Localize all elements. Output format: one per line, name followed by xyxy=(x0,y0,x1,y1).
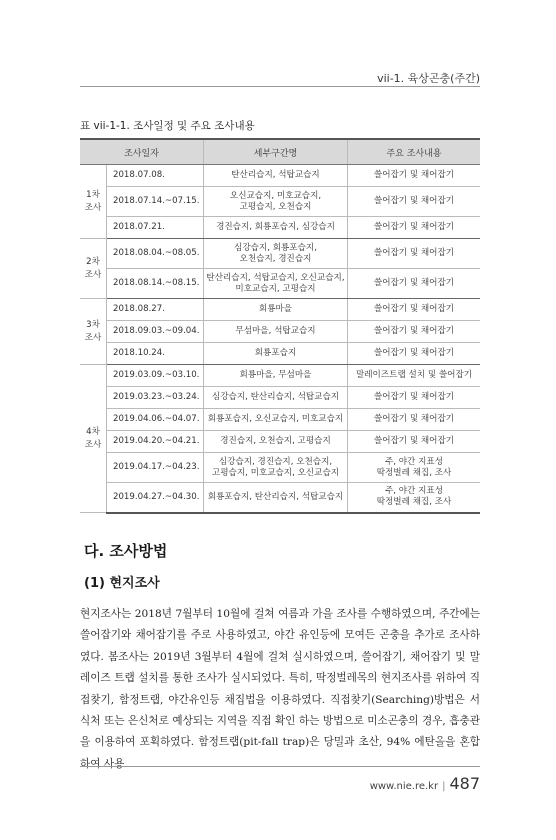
header-date: 조사일자 xyxy=(80,139,204,165)
content-cell: 쓸어잡기 및 채어잡기 xyxy=(348,321,481,343)
section-cell: 탄산리습지, 석탑교습지 xyxy=(204,165,348,187)
header-title: vii-1. 육상곤충(주간) xyxy=(377,72,480,85)
content-cell: 쓸어잡기 및 채어잡기 xyxy=(348,217,481,239)
content-cell: 쓸어잡기 및 채어잡기 xyxy=(348,239,481,269)
date-cell: 2019.04.06.~04.07. xyxy=(107,409,204,431)
body-paragraph: 현지조사는 2018년 7월부터 10월에 걸쳐 여름과 가을 조사를 수행하였으며, 주간에는 쓸어잡기와 채어잡기를 주로 사용하였고, 야간 유인등에 모여든 곤충을 추가로 조사하였다. 봄조사는 2019년 3월부터 4월에 걸쳐 실시하였으며, 쓸어잡기, 채어잡기 및 말레이즈 트랩 설치를 통한 조사가 실시되었다. 특히, 딱정벌레목의 현지조사를 위하여 직접찾기, 함정트랩, 야간유인등 채집법을 이용하였다. 직접찾기(Searching)방법은 서식처 또는 은신처로 예상되는 지역을 직접 확인 하는 방법으로 미소곤충의 경우, 흡충관을 이용하여 포획하였다. 함정트랩(pit-fall trap)은 당밀과 초산, 94% 에탄올을 혼합하여 사용 xyxy=(80,608,480,770)
footer xyxy=(370,774,480,793)
table-row xyxy=(80,453,480,483)
content-cell: 쓸어잡기 및 채어잡기 xyxy=(348,409,481,431)
date-cell: 2018.10.24. xyxy=(107,343,204,365)
date-cell: 2018.07.08. xyxy=(107,165,204,187)
date-cell: 2018.09.03.~09.04. xyxy=(107,321,204,343)
date-cell: 2018.07.21. xyxy=(107,217,204,239)
survey-round-label: 2차 조사 xyxy=(80,239,107,299)
table-row xyxy=(80,217,480,239)
section-cell: 심강습지, 회룡포습지, 오천습지, 경진습지 xyxy=(204,239,348,269)
section-cell: 심강습지, 탄산리습지, 석탑교습지 xyxy=(204,387,348,409)
content-cell: 말레이즈트랩 설치 및 쓸어잡기 xyxy=(348,365,481,387)
table-row xyxy=(80,387,480,409)
content-cell: 쓸어잡기 및 채어잡기 xyxy=(348,343,481,365)
section-cell: 탄산리습지, 석탑교습지, 오신교습지, 미호교습지, 고평습지 xyxy=(204,269,348,299)
survey-round-label: 4차 조사 xyxy=(80,365,107,513)
header-section: 세부구간명 xyxy=(204,139,348,165)
table-row xyxy=(80,343,480,365)
section-cell: 회룡마을 xyxy=(204,299,348,321)
date-cell: 2019.03.23.~03.24. xyxy=(107,387,204,409)
section-cell: 회룡마을, 무섬마을 xyxy=(204,365,348,387)
footer-site: www.nie.re.kr xyxy=(369,781,439,792)
date-cell: 2019.03.09.~03.10. xyxy=(107,365,204,387)
header-divider xyxy=(80,86,480,87)
header-content: 주요 조사내용 xyxy=(348,139,481,165)
content-cell: 쓸어잡기 및 채어잡기 xyxy=(348,387,481,409)
table-row xyxy=(80,321,480,343)
section-cell: 경진습지, 회룡포습지, 심강습지 xyxy=(204,217,348,239)
date-cell: 2019.04.27.~04.30. xyxy=(107,483,204,513)
section-cell: 경진습지, 오천습지, 고평습지 xyxy=(204,431,348,453)
date-cell: 2019.04.17.~04.23. xyxy=(107,453,204,483)
table-row xyxy=(80,187,480,217)
content-cell: 쓸어잡기 및 채어잡기 xyxy=(348,431,481,453)
table-row xyxy=(80,483,480,513)
content-cell: 쓸어잡기 및 채어잡기 xyxy=(348,165,481,187)
subsection-title: (1) 현지조사 xyxy=(84,576,160,591)
content-cell: 주, 야간 지표성 딱정벌레 채집, 조사 xyxy=(348,483,481,513)
table-row xyxy=(80,409,480,431)
table-row xyxy=(80,165,480,187)
table-row xyxy=(80,365,480,387)
date-cell: 2018.08.27. xyxy=(107,299,204,321)
schedule-table xyxy=(80,138,480,514)
footer-separator: | xyxy=(442,781,446,792)
date-cell: 2018.07.14.~07.15. xyxy=(107,187,204,217)
table-row xyxy=(80,239,480,269)
section-cell: 심강습지, 경진습지, 오천습지, 고평습지, 미호교습지, 오신교습지 xyxy=(204,453,348,483)
table-row xyxy=(80,431,480,453)
section-cell: 회룡포습지 xyxy=(204,343,348,365)
survey-round-label: 3차 조사 xyxy=(80,299,107,365)
section-cell: 회룡포습지, 탄산리습지, 석탑교습지 xyxy=(204,483,348,513)
table-header-row xyxy=(80,139,480,165)
date-cell: 2018.08.14.~08.15. xyxy=(107,269,204,299)
date-cell: 2018.08.04.~08.05. xyxy=(107,239,204,269)
section-cell: 오신교습지, 미호교습지, 고평습지, 오천습지 xyxy=(204,187,348,217)
content-cell: 쓸어잡기 및 채어잡기 xyxy=(348,299,481,321)
footer-divider xyxy=(80,766,480,767)
table-row xyxy=(80,269,480,299)
section-cell: 무섬마을, 석탑교습지 xyxy=(204,321,348,343)
date-cell: 2019.04.20.~04.21. xyxy=(107,431,204,453)
content-cell: 주, 야간 지표성 딱정벌레 채집, 조사 xyxy=(348,453,481,483)
survey-round-label: 1차 조사 xyxy=(80,165,107,239)
section-title: 다. 조사방법 xyxy=(84,542,168,560)
content-cell: 쓸어잡기 및 채어잡기 xyxy=(348,187,481,217)
page-number: 487 xyxy=(449,774,480,793)
section-cell: 회룡포습지, 오신교습지, 미호교습지 xyxy=(204,409,348,431)
table-row xyxy=(80,299,480,321)
table-caption: 표 vii-1-1. 조사일정 및 주요 조사내용 xyxy=(80,120,255,132)
content-cell: 쓸어잡기 및 채어잡기 xyxy=(348,269,481,299)
